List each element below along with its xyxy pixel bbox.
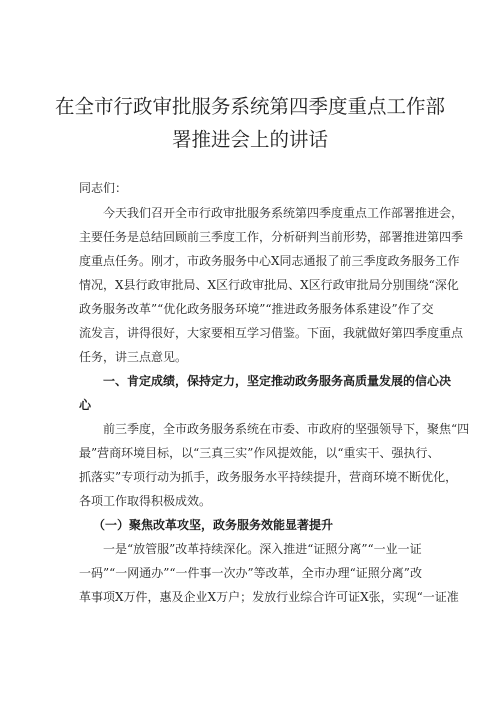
paragraph-line: 抓落实”专项行动为抓手，政务服务水平持续提升，营商环境不断优化，: [79, 470, 458, 484]
document-title-line-2: 署推进会上的讲话: [171, 128, 328, 151]
paragraph-line: 一是“放管服”改革持续深化。深入推进“证照分离”“一业一证: [103, 542, 422, 556]
paragraph-line: 最”营商环境目标，以“三真三实”作风提效能，以“重实干、强执行、: [79, 446, 440, 460]
salutation: 同志们：: [79, 181, 128, 195]
paragraph-line: 流发言，讲得很好，大家要相互学习借鉴。下面，我就做好第四季度重点: [79, 326, 464, 340]
paragraph-line: 度重点任务。刚才，市政务服务中心X同志通报了前三季度政务服务工作: [79, 254, 460, 268]
paragraph-line: 前三季度，全市政务服务系统在市委、市政府的坚强领导下，聚焦“四: [103, 422, 470, 436]
paragraph-line: 革事项X万件，惠及企业X万户；发放行业综合许可证X张，实现“一证准: [79, 590, 459, 604]
document-title-line-1: 在全市行政审批服务系统第四季度重点工作部: [54, 95, 445, 118]
paragraph-line: 政务服务改革”“优化政务服务环境”“推进政务服务体系建设”作了交: [79, 302, 434, 316]
subsection-heading-1: （一）聚焦改革攻坚，政务服务效能显著提升: [93, 518, 334, 532]
paragraph-line: 情况，X县行政审批局、X区行政审批局、X区行政审批局分别围绕“深化: [79, 278, 459, 292]
paragraph-line: 各项工作取得积极成效。: [79, 494, 212, 508]
heading-line: 一、肯定成绩，保持定力，坚定推动政务服务高质量发展的信心决: [103, 374, 452, 388]
paragraph-line: 今天我们召开全市行政审批服务系统第四季度重点工作部署推进会，: [103, 206, 464, 220]
paragraph-line: 一码”“一网通办”“一件事一次办”等改革，全市办理“证照分离”改: [79, 566, 422, 580]
paragraph-line: 任务，讲三点意见。: [79, 350, 188, 364]
heading-line: 心: [79, 398, 92, 412]
paragraph-line: 主要任务是总结回顾前三季度工作，分析研判当前形势，部署推进第四季: [79, 230, 464, 244]
